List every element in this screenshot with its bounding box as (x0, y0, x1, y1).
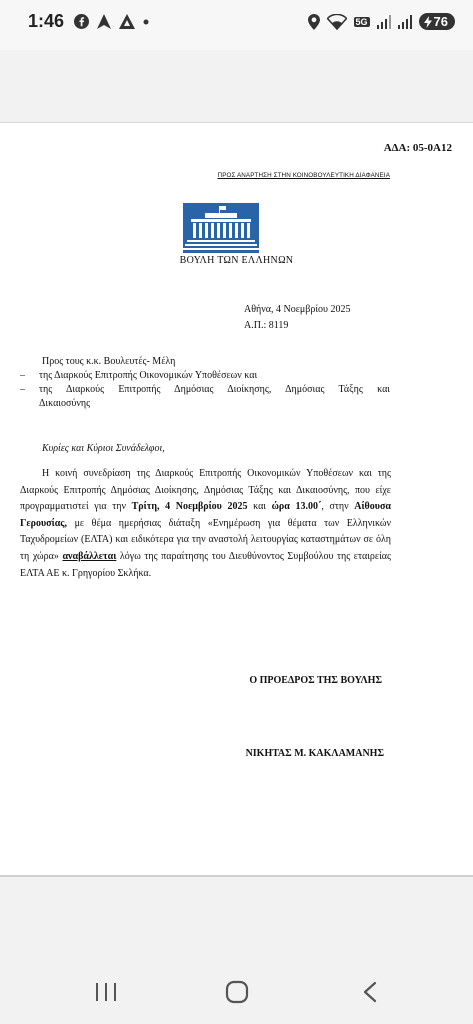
battery-icon (419, 13, 455, 30)
battery-level: 76 (433, 14, 448, 29)
recent-apps-icon (95, 982, 117, 1002)
body-text-part: και (247, 501, 272, 513)
status-time: 1:46 (28, 11, 65, 31)
home-button[interactable] (217, 978, 257, 1006)
meeting-date: Τρίτη, 4 Νοεμβρίου 2025 (131, 501, 248, 513)
signal-bars-icon (398, 15, 412, 29)
body-text-part: με θέμα ημερήσιας διάταξη «Ενημέρωση για θέματα των Ελληνικών Ταχυδρομείων (ΕΛΤΑ) και ειδικότερα για την αναστολή λειτουργίας καταστημάτων σε όλη τη χώρα» (20, 517, 391, 562)
body-text-part: , στην (321, 501, 355, 513)
recipient-text: της Διαρκούς Επιτροπής Οικονομικών Υποθέσεων και (39, 370, 258, 381)
wifi-icon (327, 14, 347, 30)
document-page[interactable] (0, 122, 473, 877)
signature-title: Ο ΠΡΟΕΔΡΟΣ ΤΗΣ ΒΟΥΛΗΣ (249, 675, 382, 686)
viewer-background (0, 50, 473, 122)
dash: – (20, 370, 25, 381)
meeting-time: ώρα 13.00΄ (271, 501, 322, 513)
recipients-heading: Προς τους κ.κ. Βουλευτές- Μέλη (42, 356, 176, 367)
navigation-arrow-icon (119, 14, 135, 29)
status-bar (0, 0, 473, 50)
place-date: Αθήνα, 4 Νοεμβρίου 2025 (244, 304, 351, 315)
recipient-item-continued (20, 397, 390, 411)
navigation-arrow-icon (97, 14, 111, 29)
facebook-icon (74, 14, 89, 29)
parliament-name: ΒΟΥΛΗ ΤΩΝ ΕΛΛΗΝΩΝ (179, 255, 294, 266)
signal-bars-icon (377, 15, 391, 29)
reference-number: Α.Π.: 8119 (244, 320, 289, 331)
recipient-text: Δικαιοσύνης (39, 398, 91, 409)
notification-icons (74, 14, 149, 29)
meeting-room: Αίθουσα Γερουσίας, (20, 501, 391, 529)
posting-note: ΠΡΟΣ ΑΝΑΡΤΗΣΗ ΣΤΗΝ ΚΟΙΝΟΒΟΥΛΕΥΤΙΚΗ ΔΙΑΦΑΝΕΙΑ (217, 172, 390, 179)
back-button[interactable] (350, 978, 390, 1006)
dot-icon (143, 19, 149, 25)
body-text-part: Η κοινή συνεδρίαση της Διαρκούς Επιτροπής Οικονομικών Υποθέσεων και της Διαρκούς Επιτροπής Δημόσιας Διοίκησης, Δημόσιας Τάξης και Δικαιοσύνης, που είχε προγραμματιστεί για την (20, 468, 391, 513)
recent-apps-button[interactable] (86, 978, 126, 1006)
body-paragraph (20, 466, 391, 582)
parliament-logo-icon (183, 203, 259, 253)
back-icon (362, 981, 378, 1003)
dash: – (20, 384, 25, 395)
recipients-block (20, 355, 390, 411)
home-icon (225, 980, 249, 1004)
postponed-notice: αναβάλλεται (62, 550, 117, 562)
navigation-bar (0, 960, 473, 1024)
salutation: Κυρίες και Κύριοι Συνάδελφοι, (42, 443, 165, 454)
body-text-part: λόγω της παραίτησης του Διευθύνοντος Συμβούλου της εταιρείας ΕΛΤΑ ΑΕ κ. Γρηγορίου Σκλήκα. (20, 550, 392, 579)
recipient-item (20, 383, 390, 397)
recipient-item (20, 369, 390, 383)
ada-code: ΑΔΑ: 05-0Α12 (383, 142, 452, 154)
signature-name: ΝΙΚΗΤΑΣ Μ. ΚΑΚΛΑΜΑΝΗΣ (245, 748, 384, 759)
network-type-badge: 5G (355, 16, 368, 27)
system-icons (308, 13, 455, 30)
recipient-text: της Διαρκούς Επιτροπής Δημόσιας Διοίκησης, Δημόσιας Τάξης και (39, 384, 390, 395)
location-pin-icon (308, 14, 320, 30)
charging-bolt-icon (424, 16, 432, 28)
